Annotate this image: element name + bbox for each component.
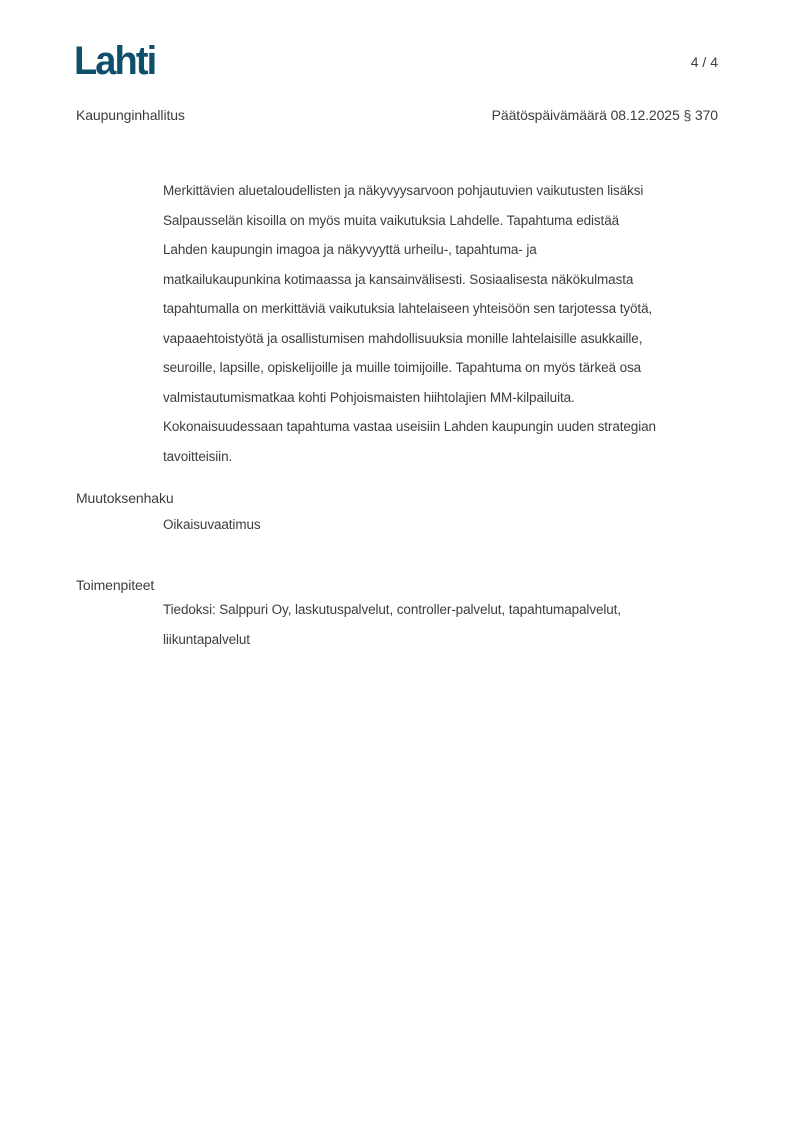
document-header (76, 106, 718, 124)
paragraph-line: matkailukaupunkina kotimaassa ja kansainvälisesti. Sosiaalisesta näkökulmasta (163, 271, 634, 287)
section-content-muutoksenhaku: Oikaisuvaatimus (163, 517, 261, 532)
section-heading-muutoksenhaku: Muutoksenhaku (76, 490, 174, 506)
decision-date: Päätöspäivämäärä 08.12.2025 § 370 (491, 107, 718, 123)
body-paragraph (163, 176, 733, 471)
section-heading-toimenpiteet: Toimenpiteet (76, 577, 155, 593)
paragraph-line: seuroille, lapsille, opiskelijoille ja muille toimijoille. Tapahtuma on myös tärkeä osa (163, 360, 642, 375)
content-line: liikuntapalvelut (163, 631, 250, 647)
lahti-logo: Lahti (74, 39, 156, 83)
paragraph-line: Kokonaisuudessaan tapahtuma vastaa useisiin Lahden kaupungin uuden strategian (163, 419, 656, 434)
content-line: Tiedoksi: Salppuri Oy, laskutuspalvelut, controller-palvelut, tapahtumapalvelut, (163, 602, 621, 617)
paragraph-line: Lahden kaupungin imagoa ja näkyvyyttä urheilu-, tapahtuma- ja (163, 242, 537, 257)
committee-name: Kaupunginhallitus (76, 107, 185, 123)
paragraph-line: Salpausselän kisoilla on myös muita vaikutuksia Lahdelle. Tapahtuma edistää (163, 212, 620, 228)
paragraph-line: Merkittävien aluetaloudellisten ja näkyvyysarvoon pohjautuvien vaikutusten lisäksi (163, 183, 644, 198)
page-number: 4 / 4 (690, 54, 718, 70)
paragraph-line: tavoitteisiin. (163, 448, 233, 464)
paragraph-line: vapaaehtoistyötä ja osallistumisen mahdollisuuksia monille lahtelaisille asukkaille, (163, 330, 643, 346)
section-content-toimenpiteet (163, 595, 621, 654)
paragraph-line: tapahtumalla on merkittäviä vaikutuksia lahtelaiseen yhteisöön sen tarjotessa työtä, (163, 301, 653, 316)
paragraph-line: valmistautumismatkaa kohti Pohjoismaisten hiihtolajien MM-kilpailuita. (163, 389, 575, 405)
